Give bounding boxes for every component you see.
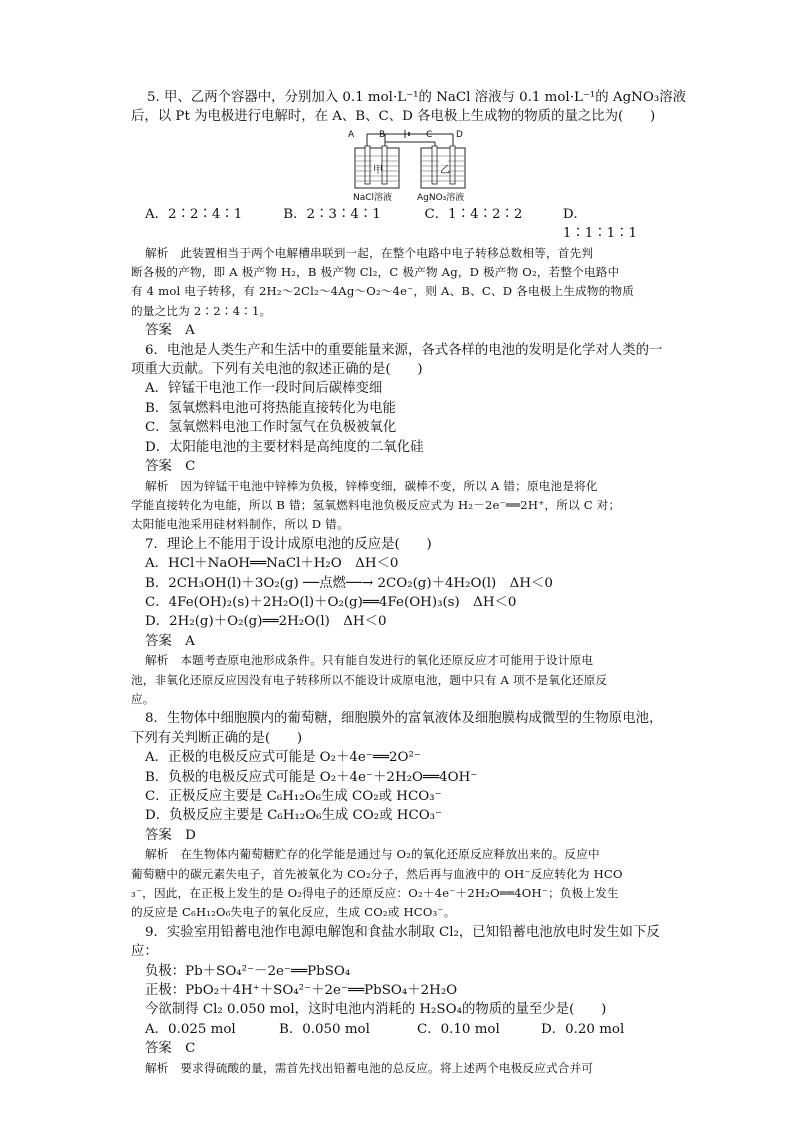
q9-negative-electrode-reaction: 负极：Pb＋SO₄²⁻－2e⁻══PbSO₄ [145, 963, 351, 979]
electrode-d-label: D [456, 129, 463, 140]
q8-solution-line: 的反应是 C₆H₁₂O₆失电子的氧化反应，生成 CO₂或 HCO₃⁻。 [131, 905, 456, 920]
q7-option-c: C．4Fe(OH)₂(s)＋2H₂O(l)＋O₂(g)══4Fe(OH)₃(s) ΔH＜0 [145, 594, 517, 610]
q6-option-d: D．太阳能电池的主要材料是高纯度的二氧化硅 [145, 439, 424, 455]
electrolysis-apparatus-figure [145, 128, 660, 204]
q5-option-d: D．1∶1∶1∶1 [562, 206, 638, 242]
q7-solution-line: 解析 本题考查原电池形成条件。只有能自发进行的氧化还原反应才可能用于设计原电 [145, 653, 594, 668]
q7-answer: 答案 A [145, 633, 195, 649]
q5-solution-line: 的量之比为 2∶2∶4∶1。 [131, 303, 272, 318]
q5-solution-line: 有 4 mol 电子转移，有 2H₂～2Cl₂～4Ag～O₂～4e⁻，则 A、B、C、D 各电极上生成物的物质 [131, 284, 635, 299]
q5-answer: 答案 A [145, 323, 195, 339]
electrode-c-label: C [426, 129, 433, 140]
q7-solution-line: 池，非氧化还原反应因没有电子转移所以不能设计成原电池，题中只有 A 项不是氧化还原反 [131, 672, 608, 687]
q8-option-b: B．负极的电极反应式可能是 O₂＋4e⁻＋2H₂O══4OH⁻ [145, 769, 478, 785]
q8-option-d: D．负极反应主要是 C₆H₁₂O₆生成 CO₂或 HCO₃⁻ [145, 808, 443, 824]
q9-stem-line: 9．实验室用铅蓄电池作电源电解饱和食盐水制取 Cl₂，已知铅蓄电池放电时发生如下反 [145, 924, 660, 940]
container-jia-label: 甲 [373, 164, 383, 176]
q8-solution-line: 解析 在生物体内葡萄糖贮存的化学能是通过与 O₂的氧化还原反应释放出来的。反应中 [145, 847, 600, 862]
q9-answer: 答案 C [145, 1041, 196, 1057]
q6-solution-line: 学能直接转化为电能，所以 B 错；氢氧燃料电池负极反应式为 H₂－2e⁻══2H⁺，所以 C 对； [131, 497, 621, 512]
q9-option-c: C．0.10 mol [417, 1021, 500, 1037]
container-yi-label: 乙 [440, 164, 450, 176]
q5-options [145, 205, 660, 244]
q7-option-a: A．HCl＋NaOH══NaCl＋H₂O ΔH＜0 [145, 556, 399, 572]
q6-solution-line: 解析 因为锌锰干电池中锌棒为负极，锌棒变细，碳棒不变，所以 A 错；原电池是将化 [145, 478, 598, 493]
q6-answer: 答案 C [145, 459, 196, 475]
q9-options [145, 1020, 660, 1039]
q8-solution-line: ₃⁻，因此，在正极上发生的是 O₂得电子的还原反应：O₂＋4e⁻＋2H₂O══4OH⁻；负极上发生 [131, 886, 619, 901]
electrode-b-label: B [379, 129, 386, 140]
q8-stem-line: 下列有关判断正确的是( ) [131, 730, 303, 746]
q6-option-a: A．锌锰干电池工作一段时间后碳棒变细 [145, 381, 383, 397]
q8-solution-line: 葡萄糖中的碳元素失电子，首先被氧化为 CO₂分子，然后再与血液中的 OH⁻反应转化为 HCO [131, 866, 623, 881]
q9-option-d: D．0.20 mol [541, 1021, 625, 1037]
q7-solution-line: 应。 [131, 691, 155, 706]
q6-option-b: B．氢氧燃料电池可将热能直接转化为电能 [145, 400, 396, 416]
q8-option-c: C．正极反应主要是 C₆H₁₂O₆生成 CO₂或 HCO₃⁻ [145, 789, 442, 804]
q9-question: 今欲制得 Cl₂ 0.050 mol，这时电池内消耗的 H₂SO₄的物质的量至少是( ) [145, 1002, 607, 1018]
q8-answer: 答案 D [145, 827, 196, 843]
q8-stem-line: 8．生物体中细胞膜内的葡萄糖，细胞膜外的富氧液体及细胞膜构成微型的生物原电池， [145, 711, 663, 727]
q7-option-b: B．2CH₃OH(l)＋3O₂(g) ──点燃──→ 2CO₂(g)＋4H₂O(l) ΔH＜0 [145, 575, 553, 591]
q5-solution-line: 断各极的产物，即 A 极产物 H₂，B 极产物 Cl₂，C 极产物 Ag，D 极产物 O₂，若整个电路中 [131, 265, 620, 280]
q9-stem-line: 应： [131, 944, 158, 960]
q8-option-a: A．正极的电极反应式可能是 O₂＋4e⁻══2O²⁻ [145, 750, 421, 766]
q9-positive-electrode-reaction: 正极：PbO₂＋4H⁺＋SO₄²⁻＋2e⁻══PbSO₄＋2H₂O [145, 983, 458, 999]
q6-solution-line: 太阳能电池采用硅材料制作，所以 D 错。 [131, 517, 349, 532]
q5-stem-line1: 5. 甲、乙两个容器中，分别加入 0.1 mol·L⁻¹的 NaCl 溶液与 0.1 mol·L⁻¹的 AgNO₃溶液 [147, 90, 687, 105]
nacl-solution-caption: NaCl溶液 [353, 192, 393, 203]
q9-solution-line: 解析 要求得硫酸的量，需首先找出铅蓄电池的总反应。将上述两个电极反应式合并可 [145, 1060, 594, 1075]
q6-option-c: C．氢氧燃料电池工作时氢气在负极被氧化 [145, 420, 397, 436]
agno3-solution-caption: AgNO₃溶液 [417, 192, 465, 203]
q5-solution-line: 解析 此装置相当于两个电解槽串联到一起，在整个电路中电子转移总数相等，首先判 [145, 245, 594, 260]
q5-option-c: C．1∶4∶2∶2 [424, 206, 523, 222]
q6-stem-line: 项重大贡献。下列有关电池的叙述正确的是( ) [131, 362, 423, 378]
q5-stem-line2: 后，以 Pt 为电极进行电解时，在 A、B、C、D 各电极上生成物的物质的量之比为( ) [131, 109, 656, 125]
document-page [131, 88, 687, 1078]
q5-option-a: A．2∶2∶4∶1 [145, 206, 243, 222]
q6-stem-line: 6．电池是人类生产和生活中的重要能量来源，各式各样的电池的发明是化学对人类的一 [145, 342, 663, 358]
electrode-a-label: A [348, 129, 355, 140]
q9-option-a: A．0.025 mol [145, 1021, 236, 1037]
q9-option-b: B．0.050 mol [279, 1021, 370, 1037]
q7-option-d: D．2H₂(g)＋O₂(g)══2H₂O(l) ΔH＜0 [145, 614, 387, 630]
q7-stem-line: 7．理论上不能用于设计成原电池的反应是( ) [145, 536, 432, 552]
q5-option-b: B．2∶3∶4∶1 [283, 206, 381, 222]
